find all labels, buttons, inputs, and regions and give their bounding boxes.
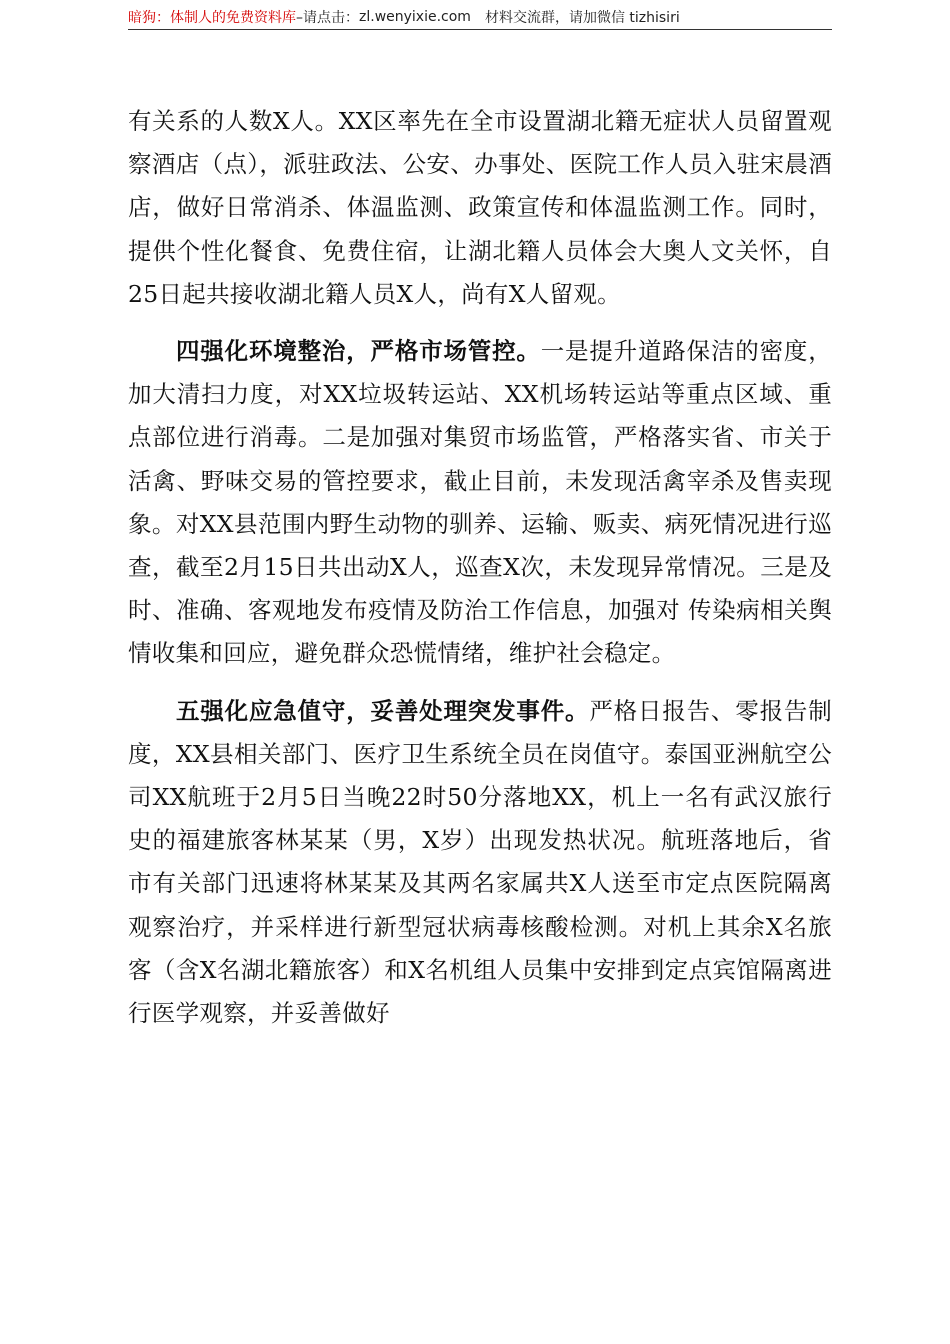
paragraph-3 bbox=[128, 690, 832, 1036]
paragraph-1-text: 有关系的人数X人。XX区率先在全市设置湖北籍无症状人员留置观察酒店（点），派驻政法、公安、办事处、医院工作人员入驻宋晨酒店，做好日常消杀、体温监测、政策宣传和体温监测工作。同时，提供个性化餐食、免费住宿，让湖北籍人员体会大奥人文关怀，自25日起共接收湖北籍人员X人，尚有X人留观。 bbox=[128, 107, 832, 308]
paragraph-1 bbox=[128, 100, 832, 316]
header-divider bbox=[128, 29, 832, 30]
click-label: –请点击： bbox=[296, 10, 359, 26]
wechat-notice: 材料交流群，请加微信 tizhisiri bbox=[484, 10, 680, 26]
paragraph-3-heading: 五强化应急值守，妥善处理突发事件。 bbox=[176, 696, 590, 725]
site-name[interactable]: 暗狗：体制人的免费资料库 bbox=[128, 10, 296, 26]
site-url-link[interactable]: zl.wenyixie.com bbox=[359, 9, 471, 25]
paragraph-2-text: 一是提升道路保洁的密度，加大清扫力度，对XX垃圾转运站、XX机场转运站等重点区域、重点部位进行消毒。二是加强对集贸市场监管，严格落实省、市关于活禽、野味交易的管控要求，截止目前，未发现活禽宰杀及售卖现象。对XX县范围内野生动物的驯养、运输、贩卖、病死情况进行巡查，截至2月15日共出动X人，巡查X次，未发现异常情况。三是及时、准确、客观地发布疫情及防治工作信息，加强对 传染病相关舆情收集和回应，避免群众恐慌情绪，维护社会稳定。 bbox=[128, 337, 832, 668]
paragraph-2 bbox=[128, 330, 832, 676]
paragraph-2-heading: 四强化环境整治，严格市场管控。 bbox=[176, 337, 541, 366]
page-header bbox=[128, 6, 832, 28]
paragraph-3-text: 严格日报告、零报告制度，XX县相关部门、医疗卫生系统全员在岗值守。泰国亚洲航空公司XX航班于2月5日当晚22时50分落地XX，机上一名有武汉旅行史的福建旅客林某某（男，X岁）出现发热状况。航班落地后，省市有关部门迅速将林某某及其两名家属共X人送至市定点医院隔离观察治疗，并采样进行新型冠状病毒核酸检测。对机上其余X名旅客（含X名湖北籍旅客）和X名机组人员集中安排到定点宾馆隔离进行医学观察，并妥善做好 bbox=[128, 696, 832, 1028]
document-body bbox=[128, 100, 832, 1035]
